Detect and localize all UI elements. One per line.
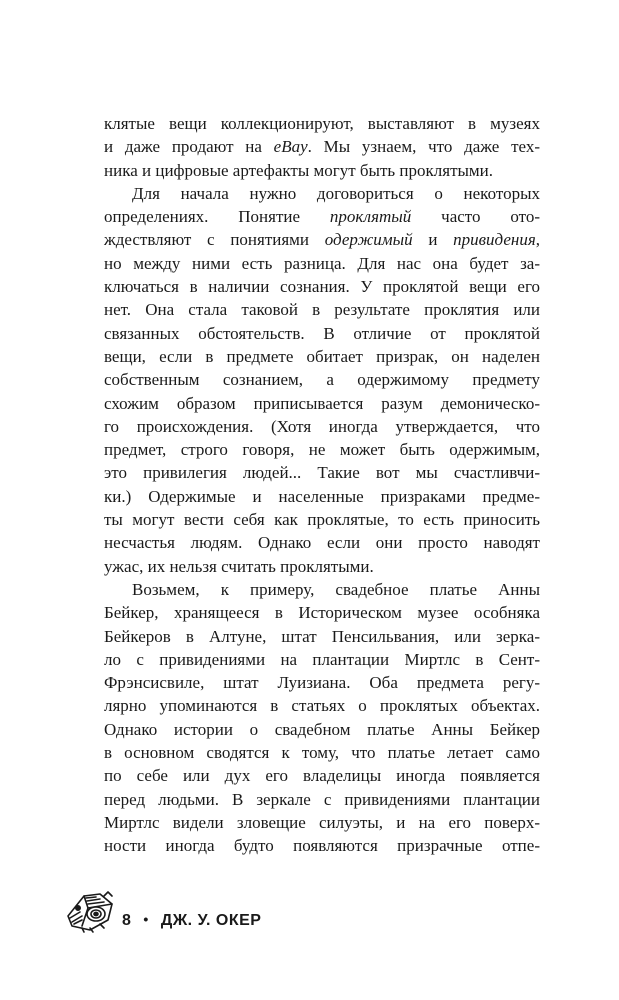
text-line [104,392,540,415]
text-segment: ты могут вести себя как проклятые, то есть приносить [104,510,540,530]
bullet-separator: • [143,911,149,927]
text-segment: связанных обстоятельств. В отличие от проклятой [104,323,540,343]
italic-term: привидения [453,230,536,250]
text-line [104,834,540,857]
text-segment: определениях. Понятие [104,207,330,227]
text-segment: схожим образом приписывается разум демоническо- [104,393,540,413]
text-line [104,694,540,717]
text-line [104,555,540,578]
text-line [104,788,540,811]
text-line [104,182,540,205]
italic-term: eBay [273,137,308,157]
text-line [104,112,540,135]
text-segment: вещи, если в предмете обитает призрак, он наделен [104,346,540,366]
text-segment: перед людьми. В зеркале с привидениями плантации [104,789,540,809]
text-segment: ужас, их нельзя считать проклятыми. [104,556,374,576]
body-text [104,112,540,858]
text-segment: Миртлс видели зловещие силуэты, и на его поверх- [104,812,540,832]
italic-term: одержимый [324,230,413,250]
text-line [104,578,540,601]
text-segment: Для начала нужно договориться о некоторых [132,183,540,203]
text-line [104,205,540,228]
text-segment: Однако истории о свадебном платье Анны Бейкер [104,719,540,739]
text-line [104,368,540,391]
text-segment: ло с привидениями на плантации Миртлс в Сент- [104,649,540,669]
text-segment: Бейкер, хранящееся в Историческом музее особняка [104,603,540,623]
text-line [104,531,540,554]
text-segment: и [412,230,454,250]
text-segment: ки.) Одержимые и населенные призраками предме- [104,486,540,506]
text-line [104,601,540,624]
text-line [104,159,540,182]
vintage-camera-icon [60,886,116,934]
text-segment: го происхождения. (Хотя иногда утверждается, что [104,416,540,436]
text-line [104,415,540,438]
text-line [104,438,540,461]
text-segment: Возьмем, к примеру, свадебное платье Анны [132,579,540,599]
text-line [104,322,540,345]
page-footer [60,886,360,936]
text-segment: ности иногда будто появляются призрачные отпе- [104,836,540,856]
text-segment: лярно упоминаются в статьях о проклятых объектах. [104,696,540,716]
text-segment: Бейкеров в Алтуне, штат Пенсильвания, или зерка- [104,626,540,646]
text-line [104,228,540,251]
text-line [104,461,540,484]
text-line [104,625,540,648]
text-segment: клятые вещи коллекционируют, выставляют в музеях [104,114,540,133]
text-segment: . Мы узнаем, что даже тех- [307,137,540,157]
folio [122,912,261,930]
text-line [104,764,540,787]
text-line [104,275,540,298]
text-segment: по себе или дух его владелицы иногда появляется [104,766,540,786]
text-line [104,741,540,764]
text-line [104,345,540,368]
text-line [104,508,540,531]
text-segment: нет. Она стала таковой в результате проклятия или [104,300,540,320]
text-segment: предмет, строго говоря, не может быть одержимым, [104,440,540,460]
text-segment: ключаться в наличии сознания. У проклятой вещи его [104,277,540,297]
text-segment: это привилегия людей... Такие вот мы счастливчи- [104,463,540,483]
text-segment: , [535,230,540,250]
page-number: 8 [122,912,132,929]
text-line [104,298,540,321]
text-segment: и даже продают на [104,137,274,157]
text-line [104,485,540,508]
text-line [104,648,540,671]
italic-term: проклятый [329,207,412,227]
text-segment: несчастья людям. Однако если они просто наводят [104,533,540,553]
running-head-author: ДЖ. У. ОКЕР [160,912,262,929]
text-segment: в основном сводятся к тому, что платье летает само [104,743,540,763]
text-line [104,718,540,741]
text-segment: собственным сознанием, а одержимому предмету [104,370,540,390]
text-line [104,671,540,694]
text-segment: ника и цифровые артефакты могут быть проклятыми. [104,160,494,180]
text-line [104,252,540,275]
text-segment: Фрэнсисвиле, штат Луизиана. Оба предмета регу- [104,673,540,693]
text-line [104,135,540,158]
text-segment: но между ними есть разница. Для нас она будет за- [104,253,540,273]
text-segment: часто ото- [411,207,540,227]
text-segment: ждествляют с понятиями [104,230,325,250]
text-line [104,811,540,834]
